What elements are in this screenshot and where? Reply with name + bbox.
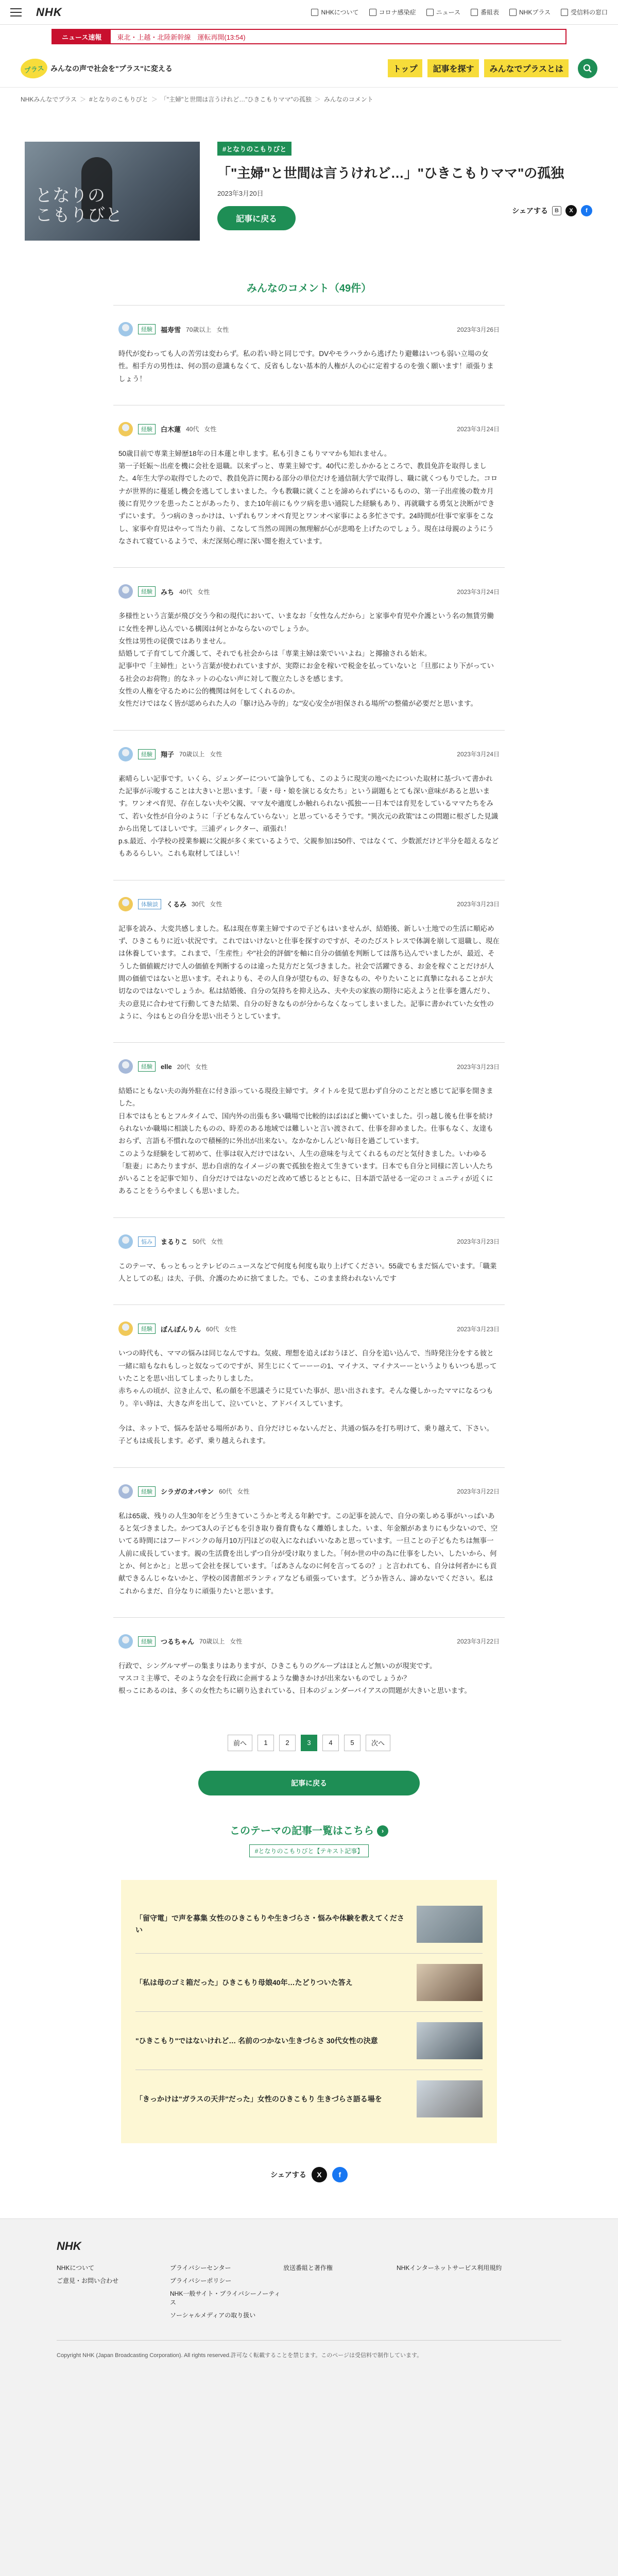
bottom-back-button[interactable]: 記事に戻る <box>198 1771 420 1795</box>
avatar <box>118 1484 133 1499</box>
share-label: シェアする <box>270 2170 306 2179</box>
pagination-page-current[interactable]: 3 <box>301 1735 317 1751</box>
avatar <box>118 747 133 761</box>
pagination-page[interactable]: 5 <box>344 1735 360 1751</box>
avatar <box>118 897 133 911</box>
comment-gender: 女性 <box>237 1488 250 1496</box>
nhk-logo[interactable]: NHK <box>36 5 62 19</box>
footer-link[interactable]: NHKインターネットサービス利用規約 <box>397 2264 502 2272</box>
comments-section <box>0 261 618 2218</box>
footer-link <box>283 2311 397 2319</box>
comment-item <box>113 1467 505 1617</box>
nav-about-plus[interactable]: みんなでプラスとは <box>484 59 569 77</box>
footer-link[interactable]: NHK一般サイト・プライバシーノーティス <box>170 2290 281 2306</box>
link-covid[interactable]: コロナ感染症 <box>369 8 416 16</box>
share-label: シェアする <box>512 207 548 215</box>
bookmark-icon[interactable]: B <box>552 206 561 215</box>
page-content <box>0 88 618 2218</box>
comment-age: 40代 <box>179 588 193 596</box>
plus-logo-mark: プラス <box>20 57 49 80</box>
pagination-prev[interactable]: 前へ <box>228 1735 252 1751</box>
menu-icon[interactable] <box>10 8 22 16</box>
brand-nav <box>388 59 597 78</box>
comment-item <box>113 405 505 567</box>
comment-author: 白木蓮 <box>161 426 181 434</box>
theme-tag[interactable]: #となりのこもりびと【テキスト記事】 <box>249 1844 369 1857</box>
comment-date: 2023年3月23日 <box>457 901 500 908</box>
comment-item <box>113 1304 505 1467</box>
related-thumbnail <box>417 1964 483 2001</box>
link-program[interactable]: 番組表 <box>471 8 499 16</box>
comment-age: 70歳以上 <box>186 326 212 333</box>
share-bar <box>512 205 592 216</box>
comment-date: 2023年3月24日 <box>457 588 500 596</box>
comment-date: 2023年3月24日 <box>457 426 500 433</box>
article-image <box>25 142 200 241</box>
comment-date: 2023年3月23日 <box>457 1325 500 1333</box>
theme-heading[interactable]: このテーマの記事一覧はこちら › <box>113 1822 505 1837</box>
comment-gender: 女性 <box>204 426 217 433</box>
breaking-news-text: 東北・上越・北陸新幹線 運転再開(13:54) <box>117 33 246 41</box>
comment-badge: 経験 <box>138 1636 156 1647</box>
breadcrumb: NHKみんなでプラス ＞ #となりのこもりびと ＞ 「"主婦"と世間は言うけれど…"ひきこもりママ"の孤独 ＞ みんなのコメント <box>21 96 373 103</box>
link-about[interactable]: NHKについて <box>311 8 358 16</box>
search-icon <box>583 64 592 73</box>
comment-body: 結婚にともない夫の海外駐在に付き添っている現役主婦です。タイトルを見て思わず自分のことだと感じて記事を開きました。 日本ではもともとフルタイムで、国内外の出張も多い職場で比較的はばはばと働いていました。引っ越し後も仕事を続けられないか職場に相談したものの、時差のある地域では難しいと言い渡されて、仕事を辞めました。仕事もなく、友達もおらず、言語も不慣れなので積極的に外出が出来ない。なかなかしんどい毎日を過ごしています。 このような経験をして初めて、仕事は収入だけではない、人生の意味を与えてくれるものだと気付きました。いわゆる「駐妻」にあたりますが、思わ自虐的なイメージの裏で孤独を抱えて生きています。日本でも自分と同様に苦しい人たちがいることを記事で知り、自分だけではないのだと改めて感じるとともに、日本語で話せる一定のコミュニティが近くにあることをうらやましくも思いました。 <box>118 1087 493 1195</box>
comments-title: みんなのコメント（49件） <box>246 283 372 294</box>
pagination <box>113 1735 505 1751</box>
avatar <box>118 1234 133 1249</box>
footer-link <box>397 2276 530 2285</box>
news-bar <box>0 25 618 49</box>
comment-item <box>113 1042 505 1217</box>
brand-tagline: みんなの声で社会を"プラス"に変える <box>50 64 173 73</box>
footer-link[interactable]: NHKについて <box>57 2264 95 2272</box>
comment-gender: 女性 <box>224 1325 237 1333</box>
footer-link <box>57 2311 170 2319</box>
related-articles <box>121 1880 497 2143</box>
breadcrumb-item[interactable]: 「"主婦"と世間は言うけれど…"ひきこもりママ"の孤独 <box>160 96 312 103</box>
comment-age: 60代 <box>206 1325 219 1333</box>
comment-date: 2023年3月24日 <box>457 751 500 758</box>
comment-header <box>118 1634 500 1649</box>
article-image-text: となりの こもりびと <box>35 185 123 226</box>
comment-author: シラガのオバサン <box>161 1488 214 1496</box>
comment-badge: 経験 <box>138 324 156 334</box>
footer-links <box>57 2263 561 2341</box>
pagination-page[interactable]: 2 <box>279 1735 296 1751</box>
nav-search-articles[interactable]: 記事を探す <box>427 59 479 77</box>
pagination-next[interactable]: 次へ <box>366 1735 390 1751</box>
comment-gender: 女性 <box>210 751 222 758</box>
comment-age: 50代 <box>193 1238 206 1246</box>
comment-author: 翔子 <box>161 751 175 759</box>
brand-logo[interactable] <box>21 59 173 78</box>
facebook-share-icon[interactable]: f <box>332 2167 348 2182</box>
brand-header <box>0 49 618 88</box>
related-article[interactable]: 「私は母のゴミ箱だった」ひきこもり母娘40年…たどりついた答え <box>135 1954 483 2012</box>
top-navigation <box>0 0 618 25</box>
pagination-page[interactable]: 1 <box>258 1735 274 1751</box>
comment-date: 2023年3月22日 <box>457 1488 500 1496</box>
footer-link[interactable]: プライバシーポリシー <box>170 2277 232 2284</box>
comment-badge: 経験 <box>138 1324 156 1334</box>
comment-gender: 女性 <box>211 1238 224 1246</box>
footer-link <box>283 2289 397 2307</box>
comment-badge: 経験 <box>138 586 156 597</box>
play-icon <box>509 9 517 16</box>
comment-header <box>118 1321 500 1336</box>
comment-badge: 経験 <box>138 749 156 759</box>
arrow-right-icon: › <box>377 1825 388 1837</box>
related-article[interactable]: "ひきこもり"ではないけれど… 名前のつかない生きづらさ 30代女性の決意 <box>135 2012 483 2070</box>
comment-author: 福寿雪 <box>161 326 181 334</box>
comment-date: 2023年3月22日 <box>457 1638 500 1646</box>
bottom-share-bar <box>113 2167 505 2182</box>
avatar <box>118 1321 133 1336</box>
comment-author: まるりこ <box>161 1238 188 1246</box>
link-nhkplus[interactable]: NHKプラス <box>509 8 551 16</box>
comment-item <box>113 730 505 880</box>
copyright: Copyright NHK (Japan Broadcasting Corporation). All rights reserved.許可なく転載することを禁じます。このページは受信料で制作しています。 <box>57 2352 423 2359</box>
comment-gender: 女性 <box>210 901 222 908</box>
link-fee[interactable]: 受信料の窓口 <box>561 8 608 16</box>
comment-item <box>113 1617 505 1717</box>
avatar <box>118 1059 133 1074</box>
related-thumbnail <box>417 2080 483 2117</box>
comment-author: みち <box>161 588 175 596</box>
x-share-icon[interactable]: X <box>565 205 577 216</box>
comment-item <box>113 567 505 730</box>
comment-gender: 女性 <box>216 326 229 333</box>
comment-age: 30代 <box>192 901 205 908</box>
footer-link <box>283 2276 397 2285</box>
comment-body: いつの時代も、ママの悩みは同じなんですね。気疲、理想を追えばおうほど、自分を追い込んで、当時発注分をする彼と一緒に暗もなれもしっと奴なってのですが、昇生じにくてーーーの1、マイナス、マイナスーーというよりもいつも思っていたことを思い出してしまったりしました。 赤ちゃんの頃が、泣き止んで、私の顔を不思議そうに見ていた事が、思い出されます。そんな優しかったママになるつもり。辛い時は、大きな声を出して、泣いていと、アドバイスしています。 今は、ネットで、悩みを話せる場所があり、自分だけじゃないんだと、共通の悩みを打ち明けて、乗り越えて、下さい。子どもは成長します。必ず、乗り越えられます。 <box>118 1349 497 1445</box>
comment-list <box>113 305 505 1717</box>
tv-icon <box>471 9 478 16</box>
avatar <box>118 1634 133 1649</box>
comment-author: くるみ <box>166 901 187 909</box>
related-thumbnail <box>417 2022 483 2059</box>
comment-body: 素晴らしい記事です。いくら、ジェンダーについて論争しても、このように現実の地べたについた取材に基づいて書かれた記事が示唆することは大きいと思います。「妻・母・娘を演じる女たち」という副題もとても深い意味があると思います。ワンオペ育児、存在しない夫や父親、ママ友や適度しか触れられない孤独ーー日本では育児をしているママたちをみて、若い女性が自分のように「子どもなんていらない」と思っているそうです。"異次元の政策"はこの問題に根ざした見識から出発してほしいです。三浦ディレクター、頑張れ！ p.s.最近、小学校の授業参観に父親が多く来ているようで、父親参加は50件、ではなくて、少数派だけど半分を超えるなどもあるらしい。これも取材してほしい！ <box>118 774 499 858</box>
comment-body: 多様性という言葉が飛び交う今和の現代において、いまなお「女性なんだから」と家事や育児や介護という名の無賃労働に女性を押し込んでいる構図は何とかならないのでしょうか。 女性は男性の従僕ではありません。 結婚して子育てして介護して、それでも社会からは「専業主婦は楽でいいよね」と揶揄される始末。 記事中で「主婦性」という言葉が使われていますが、実際にお金を稼いで税金を払っていないと「旦那により下がっている社会のお荷物」的なネットの心ない声に対して腹立たしさを感じます。 女性の人権を守るために公的機関は何をしてくれるのか。 女性だけではなく皆が認められた人の「駆け込み寺的」な"安心安全が担保される場所"の整備が必要だと思います。 <box>118 612 494 708</box>
footer <box>0 2218 618 2444</box>
comment-gender: 女性 <box>230 1638 243 1646</box>
avatar <box>118 422 133 436</box>
comment-age: 20代 <box>177 1063 191 1071</box>
comment-date: 2023年3月23日 <box>457 1238 500 1246</box>
top-links <box>311 8 608 16</box>
avatar <box>118 322 133 336</box>
comment-header <box>118 322 500 336</box>
comment-author: elle <box>161 1062 172 1071</box>
footer-link[interactable]: プライバシーセンター <box>170 2264 231 2272</box>
footer-logo[interactable]: NHK <box>57 2239 81 2252</box>
comment-age: 70歳以上 <box>199 1638 225 1646</box>
theme-tag-row <box>113 1844 505 1857</box>
search-button[interactable] <box>578 59 597 78</box>
comment-badge: 経験 <box>138 1486 156 1497</box>
comment-body: このテーマ、もっともっとテレビのニュースなどで何度も何度も取り上げてください。55歳でもまだ悩んでいます。「職業人としての私」は夫、子供、介護のために捨てました。でも、このまま終われないんです <box>118 1262 497 1283</box>
pagination-page[interactable]: 4 <box>322 1735 339 1751</box>
breaking-news[interactable] <box>52 29 566 44</box>
comment-badge: 経験 <box>138 424 156 434</box>
comment-header <box>118 1234 500 1249</box>
comment-item <box>113 305 505 405</box>
footer-link <box>397 2311 530 2319</box>
comment-item <box>113 880 505 1042</box>
comment-header <box>118 897 500 911</box>
comment-author: ぼんぼんりん <box>161 1325 201 1333</box>
x-share-icon[interactable]: X <box>312 2167 327 2182</box>
comment-header <box>118 584 500 599</box>
footer-link <box>57 2289 170 2307</box>
comment-body: 記事を読み、大変共感しました。私は現在専業主婦ですので子どもはいませんが、結婚後、新しい土地での生活に順応めず、ひきこもりに近い状況です。これではいけないと仕事を探すのですが、そのたびストレスで体調を崩して退職し、現在は休養しています。これまで、「生産性」や"社会的評価"を軸に自分の価値を判断しては落ち込んでいましたが、最近、そうした価値観だけで人の価値を判断するのは違った見方だと気づきました。社会で活躍できる、お金を稼ぐことだけが人間の価値ではないと思います。それよりも、その人自身が望むもの、好きなもの、やりたいことに真摯になれることが大切なのではないでしょうか。私は結婚後、自分の気持ちを抑え込み、夫や夫の家族の期待に応えようと仕事を選んだり、夫の意見に合わせて行動してきた結果、自分の好きなものが分からなくなってしまいました。記事に書かれていた女性のように、今はもとの自分を思い出そうとしています。 <box>118 924 500 1020</box>
article-date: 2023年3月20日 <box>217 190 264 197</box>
comment-body: 時代が変わっても人の苦労は変わらず。私の若い時と同じです。DVやモラハラから逃げたり避難はいつも弱い立場の女性。相手方の男性は、何の罰の意識もなくて、反省もしない基本的人権が人の心に定着するのを強く願います！頑張りましょう！ <box>118 350 494 383</box>
link-news[interactable]: ニュース <box>426 8 460 16</box>
document-icon <box>561 9 568 16</box>
comment-gender: 女性 <box>197 588 210 596</box>
comment-age: 40代 <box>186 426 199 433</box>
breadcrumb-item[interactable]: #となりのこもりびと <box>89 96 148 103</box>
article-title: 「"主婦"と世間は言うけれど…」"ひきこもりママ"の孤独 <box>217 165 564 181</box>
comment-item <box>113 1217 505 1305</box>
comment-author: つるちゃん <box>161 1638 195 1646</box>
news-icon <box>426 9 434 16</box>
related-article[interactable]: 「きっかけは"ガラスの天井"だった」女性のひきこもり 生きづらさ語る場を <box>135 2070 483 2128</box>
comment-age: 70歳以上 <box>179 751 205 758</box>
article-tag[interactable]: #となりのこもりびと <box>217 142 291 156</box>
article-hero <box>0 111 618 261</box>
footer-link <box>397 2289 530 2307</box>
nav-top[interactable]: トップ <box>388 59 423 77</box>
comment-gender: 女性 <box>195 1063 208 1071</box>
covid-icon <box>369 9 376 16</box>
comment-header <box>118 1484 500 1499</box>
avatar <box>118 584 133 599</box>
footer-link[interactable]: 放送番組と著作権 <box>283 2264 333 2272</box>
comment-body: 行政で、シングルマザーの集まりはありますが、ひきこもりのグループはほとんど無いのが現実です。 マスコミ主導で、そのような会を行政に企画するような働きかけが出来ないものでしょうか？ 根っこにあるのは、多くの女性たちに刷り込まれている、日本のジェンダーバイアスの問題が大きいと思います。 <box>118 1662 471 1695</box>
related-thumbnail <box>417 1906 483 1943</box>
facebook-share-icon[interactable]: f <box>581 205 592 216</box>
related-article[interactable]: 「留守電」で声を募集 女性のひきこもりや生きづらさ・悩みや体験を教えてください <box>135 1895 483 1954</box>
comment-body: 50歳目前で専業主婦歴18年の日本蓮と申します。私も引きこもりママかも知れません。 第一子妊娠〜出産を機に会社を退職。以来ずっと、専業主婦です。40代に差しかかるところで、教員免許を取得しました。4年生大学の取得でしたので、教員免許に関わる部分の単位だけを通信制大学で取得し、職に就くつもりでした。コロナが世界的に蔓延し機会を逃してしまいました。今も教職に就くことを諦められずにいるものの、第一子出産後の数カ月後に育児ウツを患ったことがあったり、また10年前にもウツ病を患い通院した経験もあり、再就職する勇気と決断ができずにいます。うつ病のきっかけは、いずれもワンオペ育児とワンオペ家事による多忙さです。24時間が仕事で家事をこなし、家事や育児はやって当たり前、こなして当然の周囲の無理解が心が悲鳴を上げたのでしょう。現在は母親のようにうなされて寝ているようで、未だ深刻心理に深い闇を抱えています。 <box>118 449 498 545</box>
comment-header <box>118 747 500 761</box>
breadcrumb-current: みんなのコメント <box>323 96 373 103</box>
breaking-news-label: ニュース速報 <box>53 30 111 43</box>
comment-header <box>118 1059 500 1074</box>
breadcrumb-item[interactable]: NHKみんなでプラス <box>21 96 77 103</box>
comment-date: 2023年3月26日 <box>457 326 500 333</box>
comment-badge: 経験 <box>138 1061 156 1072</box>
footer-link[interactable]: ご意見・お問い合わせ <box>57 2277 119 2284</box>
comment-body: 私は65歳、残りの人生30年をどう生きていこうかと考える年齢です。この記事を読んで、自分の楽しめる事がいっぱいあると気づきました。かつて3人の子どもを引き取り養育費もなく離婚しました。いま、年金額があまりにも少ないので、空いてる時間にはフードバンクの毎月10万円ほどの収入になればいいなあと思っています。一旦ことの子どもたちは無事一人前に成長しています。親の生活費を出しずつ自分が受け取りました。「何か世の中の為に仕事をしたい、したいから、何とか、何とかと」と思って会社を探しています。「ばあさんなのに何を言ってるの？」と言われても、自分は何者かにも貢献できるんじゃないかと、学校の図書館ボランティアなども頑張っています。どうか皆さん、諦めないでください。私はこれからまだ、自分なりに頑張りたいと思います。 <box>118 1512 498 1595</box>
comment-date: 2023年3月23日 <box>457 1063 500 1071</box>
info-icon <box>311 9 318 16</box>
footer-link[interactable]: ソーシャルメディアの取り扱い <box>170 2311 256 2319</box>
comment-header <box>118 422 500 436</box>
back-to-article-button[interactable]: 記事に戻る <box>217 206 296 230</box>
comment-age: 60代 <box>219 1488 232 1496</box>
comment-badge: 悩み <box>138 1236 156 1247</box>
comment-badge: 体験談 <box>138 899 161 909</box>
